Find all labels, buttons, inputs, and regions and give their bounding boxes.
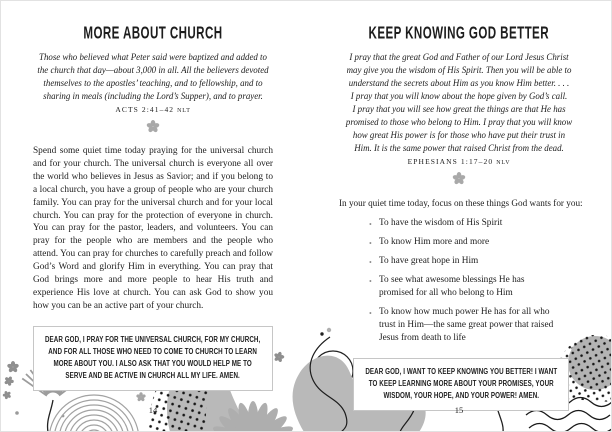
right-page	[339, 0, 583, 411]
list-item	[369, 255, 559, 268]
bullet-dot-icon: •	[369, 258, 372, 267]
page-number-right: 15	[454, 405, 464, 415]
prayer-box-right	[353, 358, 569, 411]
scripture-left: Those who believed what Peter said were baptized and added to the church that day—about 3,000 in all. All the believers devoted themselves to the apostles’ teaching, and to fellowship, and to sharing in meals (including the Lord’s Supper), and to prayer.	[37, 52, 269, 101]
devotional-text-left: Spend some quiet time today praying for the universal church and for your church. The universal church is everyone all over the world who believes in Jesus as Savior; and if you belong to a local church, you have a group of people who are your church family. You can pray for the universal church and for your local church. You can pray for the protection of everyone in church. You can pray for the pastor, leaders, and volunteers. You can pray for the people who are members and the people who attend. You can pray for churches to carefully preach and follow God’s Word and glorify Him in everything. You can pray that God brings more and more people to hear His truth and experience His love at church. You can ask God to show you how you can be an active part of your church.	[33, 146, 273, 311]
reference-text: EPHESIANS 1:17–20	[407, 157, 494, 166]
bullet-dot-icon: •	[369, 220, 372, 229]
flower-ornament-icon	[339, 171, 579, 186]
list-item	[369, 274, 559, 300]
bullet-dot-icon: •	[369, 309, 372, 318]
list-item-text: To see what awesome blessings He has promised for all who belong to Him	[379, 275, 525, 298]
translation-label: NLV	[496, 160, 511, 166]
list-item	[369, 217, 559, 230]
flower-ornament-icon	[33, 119, 273, 134]
focus-intro-text: In your quiet time today, focus on these things God wants for you:	[339, 198, 583, 208]
scripture-right: I pray that the great God and Father of our Lord Jesus Christ may give you the wisdom of His Spirit. Then you will be able to understand the secrets about Him as you know Him better. . . . I pray that you will know about the hope given by God’s call. I pray that you will see how great the things are that He has promised to those who belong to Him. I pray that you will know how great His power is for those who have put their trust in Him. It is the same power that raised Christ from the dead.	[345, 52, 573, 153]
focus-list	[339, 217, 579, 345]
page-title-left: MORE ABOUT CHURCH	[83, 24, 223, 44]
scripture-reference-left	[33, 105, 273, 114]
left-page	[33, 0, 273, 391]
prayer-box-left	[33, 326, 273, 391]
list-item	[369, 306, 559, 345]
bullet-dot-icon: •	[369, 239, 372, 248]
prayer-text-left: DEAR GOD, I PRAY FOR THE UNIVERSAL CHURCH, FOR MY CHURCH, AND FOR ALL THOSE WHO NEED TO COME TO CHURCH TO LEARN MORE ABOUT YOU. I ALSO ASK THAT YOU WOULD HELP ME TO SERVE AND BE ACTIVE IN CHURCH ALL MY LIFE. AMEN.	[45, 334, 261, 381]
list-item-text: To know how much power He has for all who trust in Him—the same great power that raised Jesus from death to life	[379, 307, 554, 343]
list-item-text: To have the wisdom of His Spirit	[379, 218, 503, 228]
page-number-left: 14	[148, 405, 158, 415]
prayer-text-right: DEAR GOD, I WANT TO KEEP KNOWING YOU BETTER! I WANT TO KEEP LEARNING MORE ABOUT YOUR PROMISES, YOUR WISDOM, YOUR HOPE, AND YOUR POWER! AMEN.	[365, 367, 557, 401]
reference-text: ACTS 2:41–42	[115, 105, 175, 114]
list-item-text: To know Him more and more	[379, 237, 490, 247]
page-title-right: KEEP KNOWING GOD BETTER	[368, 24, 550, 44]
translation-label: NLT	[177, 108, 191, 114]
scripture-reference-right	[339, 157, 579, 166]
list-item-text: To have great hope in Him	[379, 256, 479, 266]
list-item	[369, 236, 559, 249]
bullet-dot-icon: •	[369, 277, 372, 286]
